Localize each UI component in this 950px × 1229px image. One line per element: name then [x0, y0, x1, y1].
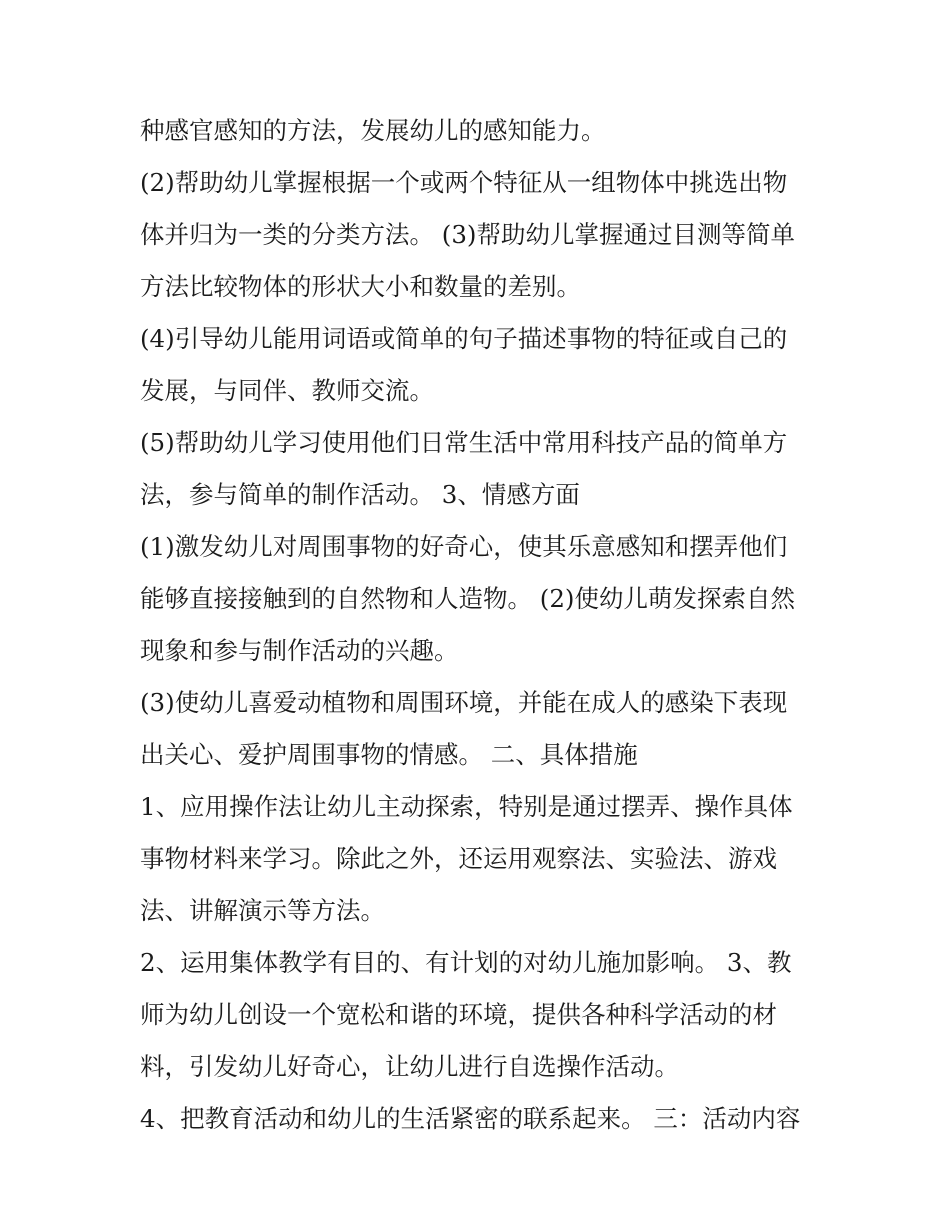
text-line: 料，引发幼儿好奇心，让幼儿进行自选操作活动。 [140, 1052, 679, 1081]
text-line: (3)使幼儿喜爱动植物和周围环境，并能在成人的感染下表现 [140, 688, 788, 717]
text-line: 2、运用集体教学有目的、有计划的对幼儿施加影响。 3、教 [140, 948, 792, 977]
text-line: 法，参与简单的制作活动。 3、情感方面 [140, 480, 580, 509]
text-line: 发展，与同伴、教师交流。 [140, 376, 434, 405]
document-body [140, 105, 820, 1145]
text-line: 4、把教育活动和幼儿的生活紧密的联系起来。 三：活动内容 [140, 1104, 801, 1133]
text-line: 1、应用操作法让幼儿主动探索，特别是通过摆弄、操作具体 [140, 792, 793, 821]
text-line: (4)引导幼儿能用词语或简单的句子描述事物的特征或自己的 [140, 324, 788, 353]
text-line: 法、讲解演示等方法。 [140, 896, 385, 925]
text-line: 体并归为一类的分类方法。 (3)帮助幼儿掌握通过目测等简单 [140, 220, 795, 249]
text-line: 师为幼儿创设一个宽松和谐的环境，提供各种科学活动的材 [140, 1000, 777, 1029]
text-line: 种感官感知的方法，发展幼儿的感知能力。 [140, 116, 606, 145]
text-line: (5)帮助幼儿学习使用他们日常生活中常用科技产品的简单方 [140, 428, 788, 457]
text-line: 事物材料来学习。除此之外，还运用观察法、实验法、游戏 [140, 844, 777, 873]
text-line: 能够直接接触到的自然物和人造物。 (2)使幼儿萌发探索自然 [140, 584, 795, 613]
text-line: 出关心、爱护周围事物的情感。 二、具体措施 [140, 740, 638, 769]
text-line: 现象和参与制作活动的兴趣。 [140, 636, 459, 665]
text-line: 方法比较物体的形状大小和数量的差别。 [140, 272, 581, 301]
text-line: (2)帮助幼儿掌握根据一个或两个特征从一组物体中挑选出物 [140, 168, 788, 197]
text-line: (1)激发幼儿对周围事物的好奇心，使其乐意感知和摆弄他们 [140, 532, 788, 561]
